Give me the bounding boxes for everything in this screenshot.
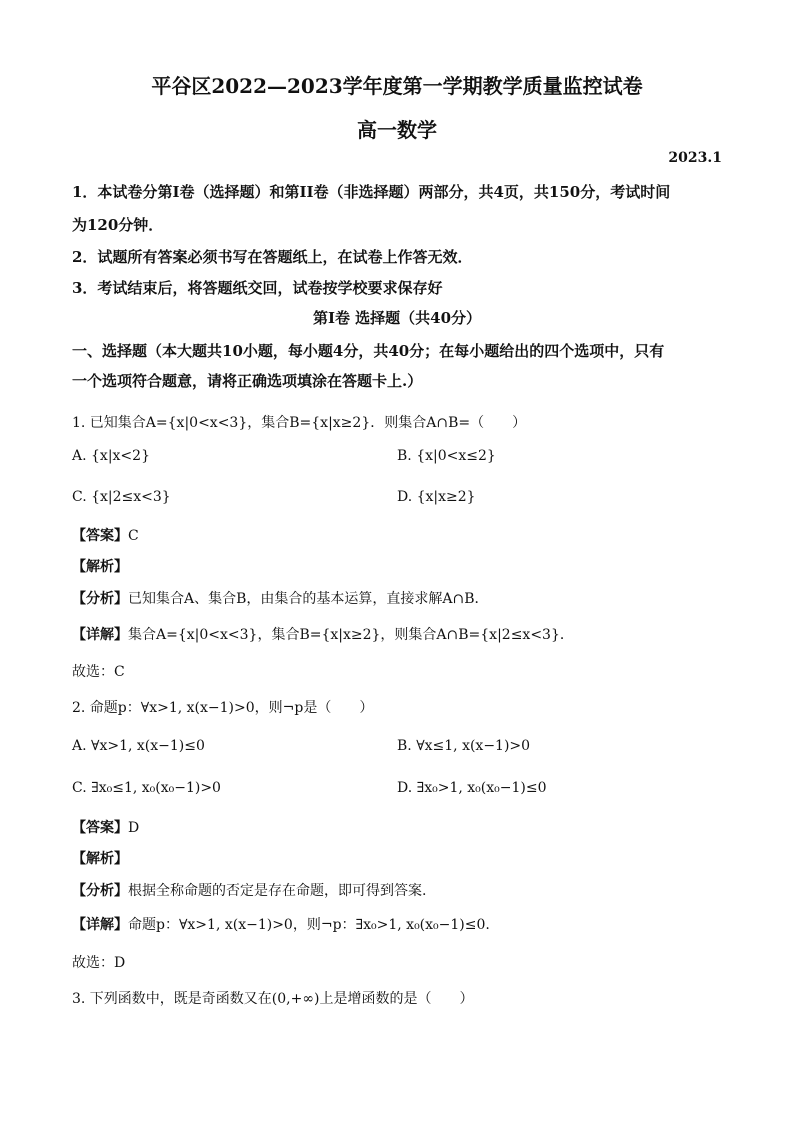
instruction-2: 2．试题所有答案必须书写在答题纸上，在试卷上作答无效． [72, 248, 473, 266]
q2-stem: 2. 命题p：∀x>1, x(x−1)>0，则¬p是（ ） [72, 700, 374, 716]
q1-option-a: A. {x|x<2} [72, 448, 150, 464]
q2-fenxi [72, 880, 426, 900]
q1-option-c: C. {x|2≤x<3} [72, 489, 171, 505]
q1-fenxi [72, 588, 489, 608]
instruction-1: 1．本试卷分第I卷（选择题）和第II卷（非选择题）两部分，共4页，共150分，考试时间 [72, 183, 671, 201]
q1-analysis-label: 【解析】 [72, 559, 128, 575]
q1-conclusion: 故选：C [72, 664, 125, 680]
q2-option-b: B. ∀x≤1, x(x−1)>0 [397, 738, 531, 754]
section-desc-line1: 一、选择题（本大题共10小题，每小题4分，共40分；在每小题给出的四个选项中，只有 [72, 342, 665, 360]
q1-option-d: D. {x|x≥2} [397, 489, 476, 505]
exam-title: 平谷区2022—2023学年度第一学期教学质量监控试卷 [151, 74, 643, 98]
q1-stem: 1. 已知集合A={x|0<x<3}，集合B={x|x≥2}．则集合A∩B=（ ） [72, 415, 527, 431]
q2-answer-label: 【答案】 [72, 820, 128, 836]
q1-answer-value: C [128, 528, 139, 544]
instruction-1-cont: 为120分钟． [72, 216, 164, 234]
q2-analysis-label: 【解析】 [72, 851, 128, 867]
q3-stem: 3. 下列函数中，既是奇函数又在(0,+∞)上是增函数的是（ ） [72, 991, 474, 1007]
section-desc-line2: 一个选项符合题意，请将正确选项填涂在答题卡上.） [72, 372, 423, 390]
q2-conclusion: 故选：D [72, 955, 126, 971]
q1-fenxi-label: 【分析】 [72, 591, 128, 607]
q1-xiangjie-label: 【详解】 [72, 627, 128, 643]
q1-answer [72, 525, 139, 545]
q2-xiangjie-label: 【详解】 [72, 917, 128, 933]
section-title: 第I卷 选择题（共40分） [312, 309, 482, 327]
q1-xiangjie [72, 624, 574, 644]
q2-fenxi-label: 【分析】 [72, 883, 128, 899]
q1-xiangjie-text: 集合A={x|0<x<3}，集合B={x|x≥2}，则集合A∩B={x|2≤x<3}． [128, 627, 574, 643]
q2-xiangjie [72, 914, 490, 934]
q2-option-d: D. ∃x₀>1, x₀(x₀−1)≤0 [397, 780, 547, 796]
exam-subject: 高一数学 [357, 118, 437, 142]
q2-xiangjie-text: 命题p：∀x>1, x(x−1)>0，则¬p：∃x₀>1, x₀(x₀−1)≤0. [128, 917, 490, 933]
q1-answer-label: 【答案】 [72, 528, 128, 544]
q1-fenxi-text: 已知集合A、集合B，由集合的基本运算，直接求解A∩B． [128, 591, 489, 607]
q2-answer-value: D [128, 820, 140, 836]
q2-fenxi-text: 根据全称命题的否定是存在命题，即可得到答案. [128, 883, 427, 899]
q2-option-a: A. ∀x>1, x(x−1)≤0 [72, 738, 205, 754]
q2-option-c: C. ∃x₀≤1, x₀(x₀−1)>0 [72, 780, 221, 796]
instruction-3: 3．考试结束后，将答题纸交回，试卷按学校要求保存好 [72, 279, 443, 297]
q1-option-b: B. {x|0<x≤2} [397, 448, 496, 464]
exam-date: 2023.1 [668, 150, 722, 166]
q2-answer [72, 817, 139, 837]
